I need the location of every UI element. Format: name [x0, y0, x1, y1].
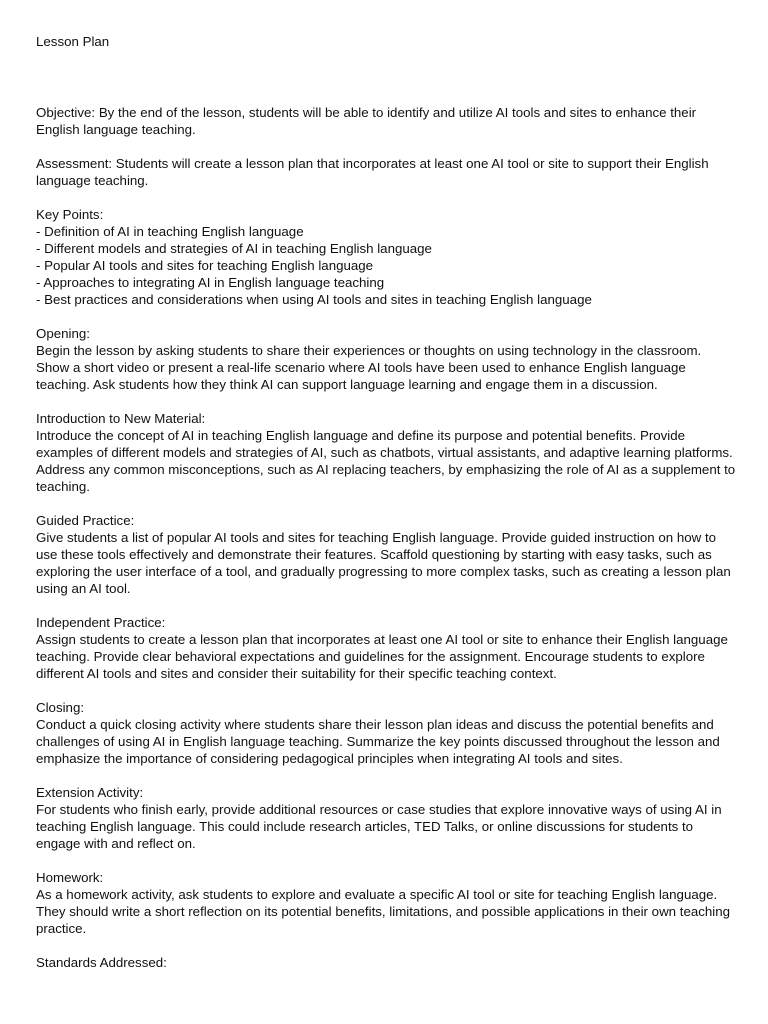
- key-point-item: - Popular AI tools and sites for teaching English language: [36, 258, 374, 273]
- section-body: Conduct a quick closing activity where students share their lesson plan ideas and discuss the potential benefits and challenges of using AI in English language teaching. Summarize the key points discussed throughout the lesson and emphasize the importance of considering pedagogical principles when integrating AI tools and sites.: [36, 717, 720, 766]
- key-point-item: - Best practices and considerations when using AI tools and sites in teaching English language: [36, 292, 592, 307]
- key-point-item: - Different models and strategies of AI in teaching English language: [36, 241, 432, 256]
- section-body: Introduce the concept of AI in teaching English language and define its purpose and potential benefits. Provide examples of different models and strategies of AI, such as chatbots, virtual assistants, and adaptive learning platforms. Address any common misconceptions, such as AI replacing teachers, by emphasizing the role of AI as a supplement to teaching.: [36, 428, 736, 494]
- section-body: Begin the lesson by asking students to share their experiences or thoughts on using technology in the classroom. Show a short video or present a real-life scenario where AI tools have been used to enhance English language teaching. Ask students how they think AI can support language learning and engage them in a discussion.: [36, 343, 702, 392]
- key-points-list: [36, 223, 736, 308]
- key-points-section: [36, 206, 736, 308]
- document-page: [36, 33, 736, 988]
- guided-practice-section: [36, 512, 736, 597]
- objective-paragraph: Objective: By the end of the lesson, students will be able to identify and utilize AI tools and sites to enhance their English language teaching.: [36, 105, 697, 137]
- extension-activity-section: [36, 784, 736, 852]
- section-heading: Independent Practice:: [36, 615, 166, 630]
- section-heading: Introduction to New Material:: [36, 411, 206, 426]
- section-body: For students who finish early, provide additional resources or case studies that explore innovative ways of using AI in teaching English language. This could include research articles, TED Talks, or online discussions for students to engage with and reflect on.: [36, 802, 722, 851]
- introduction-section: [36, 410, 736, 495]
- document-title: Lesson Plan: [36, 34, 110, 49]
- section-body: As a homework activity, ask students to explore and evaluate a specific AI tool or site for teaching English language. They should write a short reflection on its potential benefits, limitations, and possible applications in their own teaching practice.: [36, 887, 731, 936]
- key-point-item: - Approaches to integrating AI in English language teaching: [36, 275, 385, 290]
- standards-section: [36, 954, 736, 971]
- closing-section: [36, 699, 736, 767]
- assessment-paragraph: Assessment: Students will create a lesson plan that incorporates at least one AI tool or site to support their English language teaching.: [36, 156, 709, 188]
- section-body: Assign students to create a lesson plan that incorporates at least one AI tool or site to enhance their English language teaching. Provide clear behavioral expectations and guidelines for the assignment. Encourage students to explore different AI tools and sites and consider their suitability for their specific teaching context.: [36, 632, 728, 681]
- independent-practice-section: [36, 614, 736, 682]
- key-point-item: - Definition of AI in teaching English language: [36, 224, 304, 239]
- section-heading: Closing:: [36, 700, 85, 715]
- section-heading: Extension Activity:: [36, 785, 144, 800]
- section-heading: Guided Practice:: [36, 513, 135, 528]
- opening-section: [36, 325, 736, 393]
- section-heading: Opening:: [36, 326, 90, 341]
- section-heading: Homework:: [36, 870, 104, 885]
- homework-section: [36, 869, 736, 937]
- section-heading: Standards Addressed:: [36, 955, 167, 970]
- key-points-heading: Key Points:: [36, 207, 104, 222]
- section-body: Give students a list of popular AI tools and sites for teaching English language. Provide guided instruction on how to use these tools effectively and demonstrate their features. Scaffold questioning by starting with easy tasks, such as exploring the user interface of a tool, and gradually progressing to more complex tasks, such as creating a lesson plan using an AI tool.: [36, 530, 731, 596]
